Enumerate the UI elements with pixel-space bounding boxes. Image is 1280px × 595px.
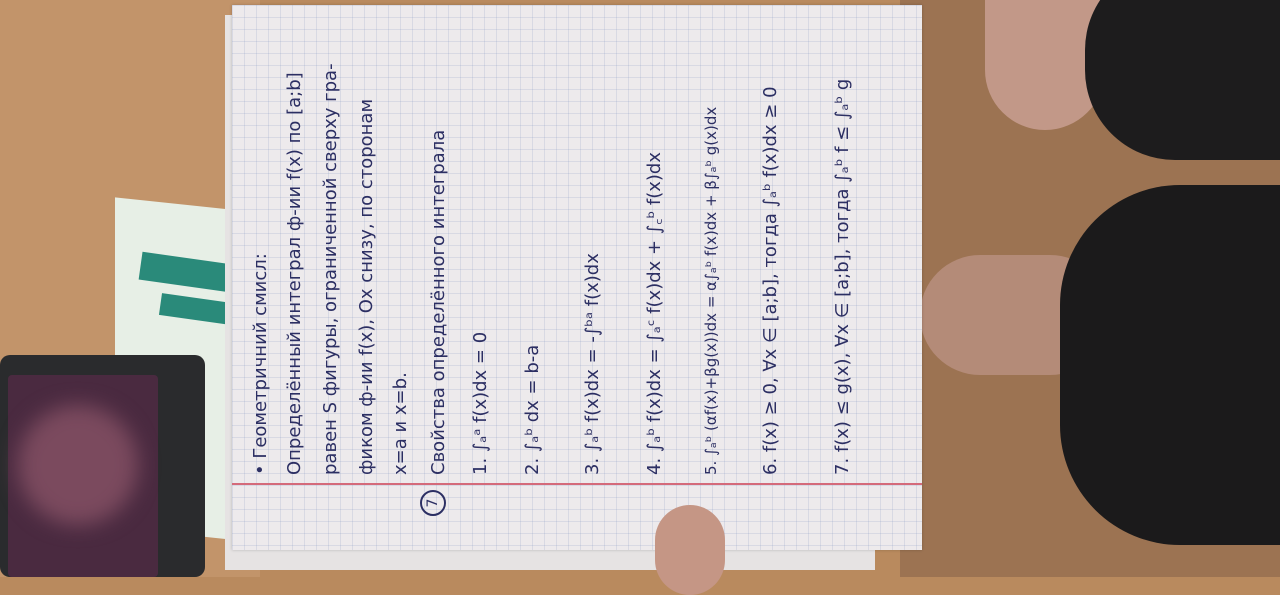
margin-line bbox=[232, 483, 922, 485]
notebook-page bbox=[232, 5, 922, 550]
thumb bbox=[655, 505, 725, 595]
note-line: • Геометричний смисл: bbox=[250, 253, 271, 475]
note-line: равен S фигуры, ограниченной сверху гра- bbox=[320, 63, 341, 475]
note-line: 4. ∫ₐᵇ f(x)dx = ∫ₐᶜ f(x)dx + ∫꜀ᵇ f(x)dx bbox=[644, 152, 665, 475]
note-heading: Свойства определённого интеграла bbox=[428, 129, 449, 475]
note-line: 2. ∫ₐᵇ dx = b-a bbox=[522, 344, 543, 475]
note-line: 7. f(x) ≤ g(x), ∀x ∈ [a;b], тогда ∫ₐᵇ f ≤ ∫ₐᵇ g bbox=[832, 78, 853, 475]
note-line: 3. ∫ₐᵇ f(x)dx = -∫ᵇᵃ f(x)dx bbox=[582, 253, 603, 475]
note-line: x=a и x=b. bbox=[390, 372, 411, 475]
page-number-circle: 7 bbox=[420, 490, 446, 516]
tablet-screen bbox=[8, 375, 158, 577]
dark-clothing-bottom bbox=[1060, 185, 1280, 545]
note-line: 1. ∫ₐᵃ f(x)dx = 0 bbox=[470, 331, 491, 475]
dark-clothing-top bbox=[1085, 0, 1280, 160]
note-line: фиком ф-ии f(x), Ох снизу, по сторонам bbox=[356, 98, 377, 475]
tablet bbox=[0, 355, 205, 577]
note-line: 6. f(x) ≥ 0, ∀x ∈ [a;b], тогда ∫ₐᵇ f(x)dx ≥ 0 bbox=[760, 86, 781, 475]
note-line: 5. ∫ₐᵇ (αf(x)+βg(x))dx = α∫ₐᵇ f(x)dx + β∫ₐᵇ g(x)dx bbox=[702, 106, 720, 475]
note-line: Определённый интеграл ф-ии f(x) по [a;b] bbox=[284, 72, 305, 475]
